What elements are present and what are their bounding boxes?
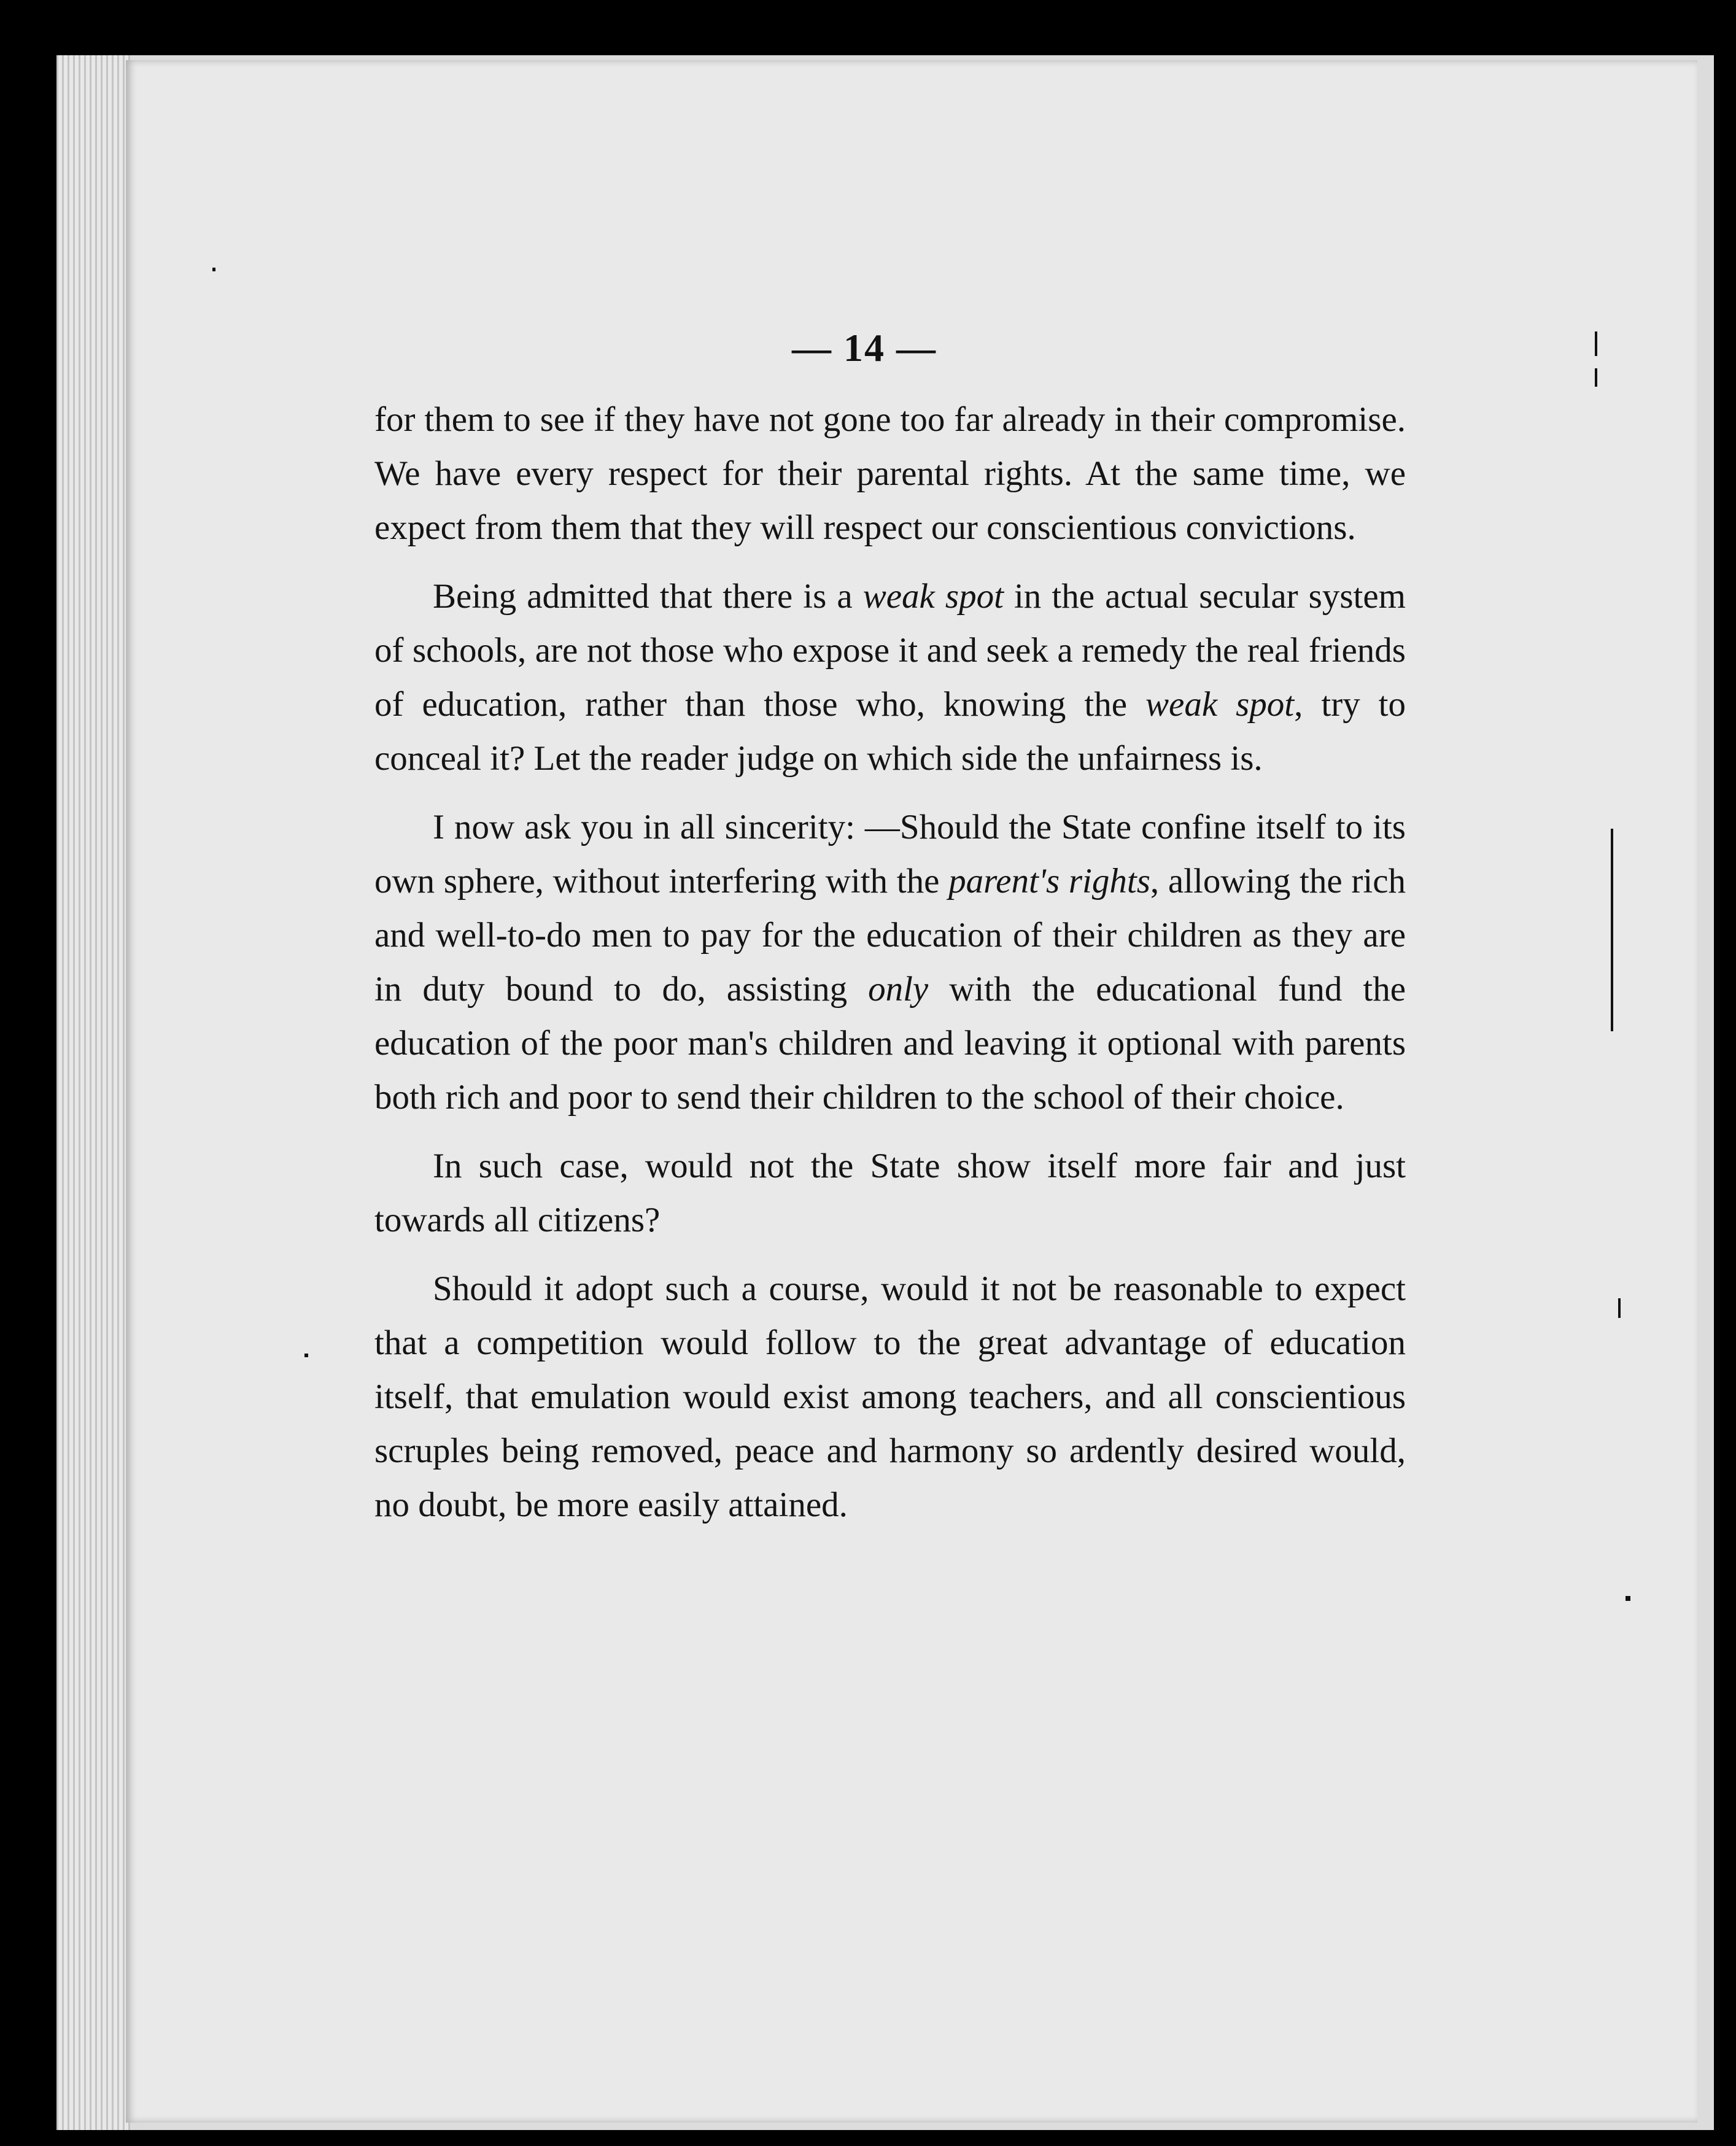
- paragraph-p5: [374, 1262, 1406, 1532]
- paragraph-p1: [374, 393, 1406, 555]
- margin-mark: [1626, 1596, 1630, 1601]
- text-run: , allowing the rich and well-to-do men to pay for the education of their children as they are in duty bound to do, assisting: [374, 862, 1406, 1009]
- margin-mark: [1618, 1298, 1621, 1318]
- margin-mark: [1611, 829, 1613, 1031]
- text-run: In such case, would not the State show itself more fair and just towards all citizens?: [374, 1147, 1406, 1239]
- margin-mark: [212, 268, 215, 271]
- text-run: Being admitted that there is a: [433, 577, 863, 616]
- italic-text: weak spot: [1145, 685, 1295, 724]
- italic-text: only: [868, 970, 929, 1009]
- text-run: with the educational fund the education of the poor man's children and leaving it optional with parents both rich and poor to send their children to the school of their choice.: [374, 970, 1406, 1117]
- paragraph-p3: [374, 800, 1406, 1125]
- italic-text: parent's rights: [948, 862, 1150, 901]
- text-run: in the actual secular system of schools, are not those who expose it and seek a remedy the real friends of education, rather than those who, knowing the: [374, 577, 1406, 724]
- text-run: I now ask you in all sincerity: —Should the State confine itself to its own sphere, without interfering with the: [374, 808, 1406, 901]
- text-run: , try to conceal it? Let the reader judge on which side the unfairness is.: [374, 685, 1406, 778]
- paragraph-p2: [374, 570, 1406, 786]
- margin-mark: [1595, 331, 1597, 356]
- page-edges: [56, 55, 130, 2130]
- margin-mark: [1595, 368, 1597, 387]
- text-run: for them to see if they have not gone too far already in their compromise. We have every respect for their parental rights. At the same time, we expect from them that they will respect our conscientious convictions.: [374, 400, 1406, 547]
- page-number: — 14 —: [792, 326, 937, 370]
- text-run: Should it adopt such a course, would it not be reasonable to expect that a competition would follow to the great advantage of education itself, that emulation would exist among teachers, and all conscientious scruples being removed, peace and harmony so ardently desired would, no doubt, be more easily attained.: [374, 1269, 1406, 1524]
- paragraph-p4: [374, 1139, 1406, 1247]
- margin-mark: [304, 1354, 308, 1357]
- italic-text: weak spot: [862, 577, 1004, 616]
- body-text: [374, 393, 1406, 1547]
